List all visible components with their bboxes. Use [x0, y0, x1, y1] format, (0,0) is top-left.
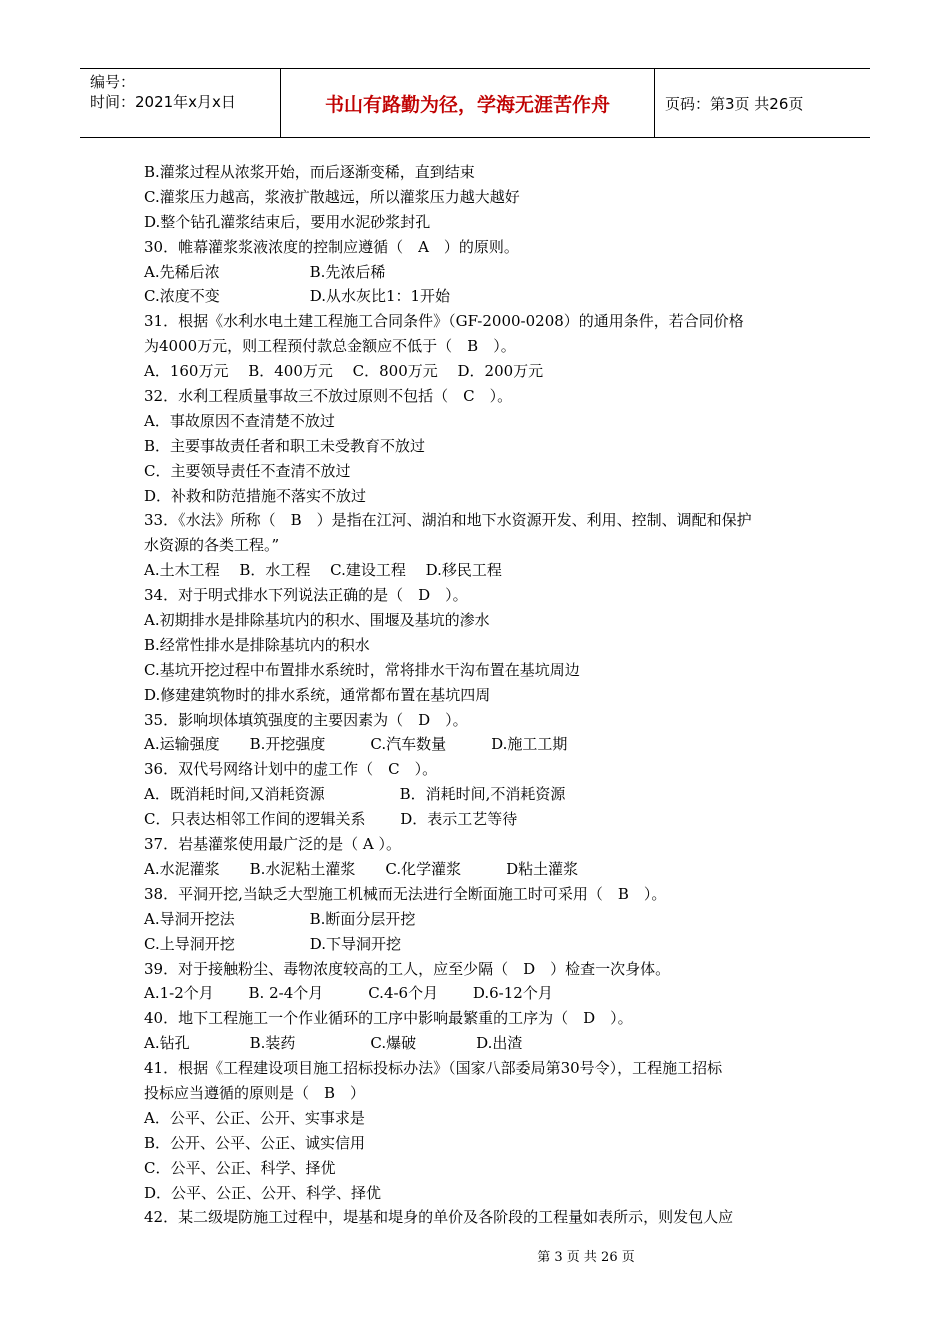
text-line: 40．地下工程施工一个作业循环的工序中影响最繁重的工序为（ D ）。 — [144, 1009, 633, 1028]
text-line: D.修建建筑物时的排水系统，通常都布置在基坑四周 — [144, 685, 491, 704]
document-body — [144, 160, 814, 1230]
text-line: A.水泥灌浆 B.水泥粘土灌浆 C.化学灌浆 D粘土灌浆 — [144, 859, 579, 878]
text-line: A.导洞开挖法 B.断面分层开挖 — [144, 909, 416, 928]
text-line: 42．某二级堤防施工过程中，堤基和堤身的单价及各阶段的工程量如表所示，则发包人应 — [144, 1208, 734, 1227]
motto: 书山有路勤为径，学海无涯苦作舟 — [281, 69, 655, 137]
text-line: 31．根据《水利水电土建工程施工合同条件》（GF-2000-0208）的通用条件，若合同价格 — [144, 312, 744, 331]
header-left-cell — [80, 69, 281, 137]
text-line: A．160万元 B．400万元 C．800万元 D．200万元 — [144, 362, 544, 381]
text-line: A．事故原因不查清楚不放过 — [144, 411, 335, 430]
text-line: C．只表达相邻工作间的逻辑关系 D．表示工艺等待 — [144, 810, 518, 829]
text-line: D.整个钻孔灌浆结束后，要用水泥砂浆封孔 — [144, 212, 431, 231]
text-line: C.灌浆压力越高，浆液扩散越远，所以灌浆压力越大越好 — [144, 187, 520, 206]
page-footer: 第 3 页 共 26 页 — [537, 1250, 635, 1265]
text-line: A.钻孔 B.装药 C.爆破 D.出渣 — [144, 1034, 523, 1053]
text-line: B.经常性排水是排除基坑内的积水 — [144, 635, 370, 654]
text-line: A.运输强度 B.开挖强度 C.汽车数量 D.施工工期 — [144, 735, 568, 754]
text-line: 为4000万元，则工程预付款总金额应不低于（ B ）。 — [144, 337, 516, 356]
text-line: 33．《水法》所称（ B ）是指在江河、湖泊和地下水资源开发、利用、控制、调配和保护 — [144, 511, 752, 530]
text-line: 30．帷幕灌浆浆液浓度的控制应遵循（ A ）的原则。 — [144, 237, 519, 256]
date-label: 时间：2021年x月x日 — [90, 93, 236, 111]
text-line: C.上导洞开挖 D.下导洞开挖 — [144, 934, 401, 953]
text-line: 35．影响坝体填筑强度的主要因素为（ D ）。 — [144, 710, 468, 729]
text-line: A.1-2个月 B. 2-4个月 C.4-6个月 D.6-12个月 — [144, 984, 553, 1003]
text-line: 32．水利工程质量事故三不放过原则不包括（ C ）。 — [144, 387, 513, 406]
text-line: 36．双代号网络计划中的虚工作（ C ）。 — [144, 760, 438, 779]
text-line: B.灌浆过程从浓浆开始，而后逐渐变稀，直到结束 — [144, 163, 475, 181]
text-line: 34．对于明式排水下列说法正确的是（ D ）。 — [144, 586, 468, 605]
page-label: 页码：第3页 共26页 — [665, 94, 804, 113]
text-line: D．公平、公正、公开、科学、择优 — [144, 1183, 382, 1202]
text-line: 37．岩基灌浆使用最广泛的是（ A ）。 — [144, 835, 401, 854]
number-label: 编号： — [90, 73, 136, 91]
text-line: B．主要事故责任者和职工未受教育不放过 — [144, 436, 426, 455]
text-line: 39．对于接触粉尘、毒物浓度较高的工人，应至少隔（ D ）检查一次身体。 — [144, 959, 671, 978]
text-line: A.土木工程 B．水工程 C.建设工程 D.移民工程 — [144, 561, 502, 580]
text-line: A.初期排水是排除基坑内的积水、围堰及基坑的渗水 — [144, 611, 490, 630]
text-line: C.浓度不变 D.从水灰比1：1开始 — [144, 287, 451, 306]
text-line: C．主要领导责任不查清不放过 — [144, 461, 351, 480]
text-line: 投标应当遵循的原则是（ B ） — [144, 1083, 366, 1102]
text-line: B．公开、公平、公正、诚实信用 — [144, 1133, 366, 1152]
text-line: C.基坑开挖过程中布置排水系统时，常将排水干沟布置在基坑周边 — [144, 660, 580, 679]
text-line: 41．根据《工程建设项目施工招标投标办法》（国家八部委局第30号令），工程施工招标 — [144, 1059, 723, 1078]
header-table — [80, 68, 870, 138]
text-line: D．补救和防范措施不落实不放过 — [144, 486, 367, 505]
text-line: C．公平、公正、科学、择优 — [144, 1158, 336, 1177]
text-line: A．既消耗时间,又消耗资源 B．消耗时间,不消耗资源 — [144, 785, 566, 804]
text-line: 水资源的各类工程。” — [144, 536, 280, 555]
text-line: A.先稀后浓 B.先浓后稀 — [144, 262, 386, 281]
text-line: 38．平洞开挖,当缺乏大型施工机械而无法进行全断面施工时可采用（ B ）。 — [144, 884, 667, 903]
text-line: A．公平、公正、公开、实事求是 — [144, 1108, 365, 1127]
